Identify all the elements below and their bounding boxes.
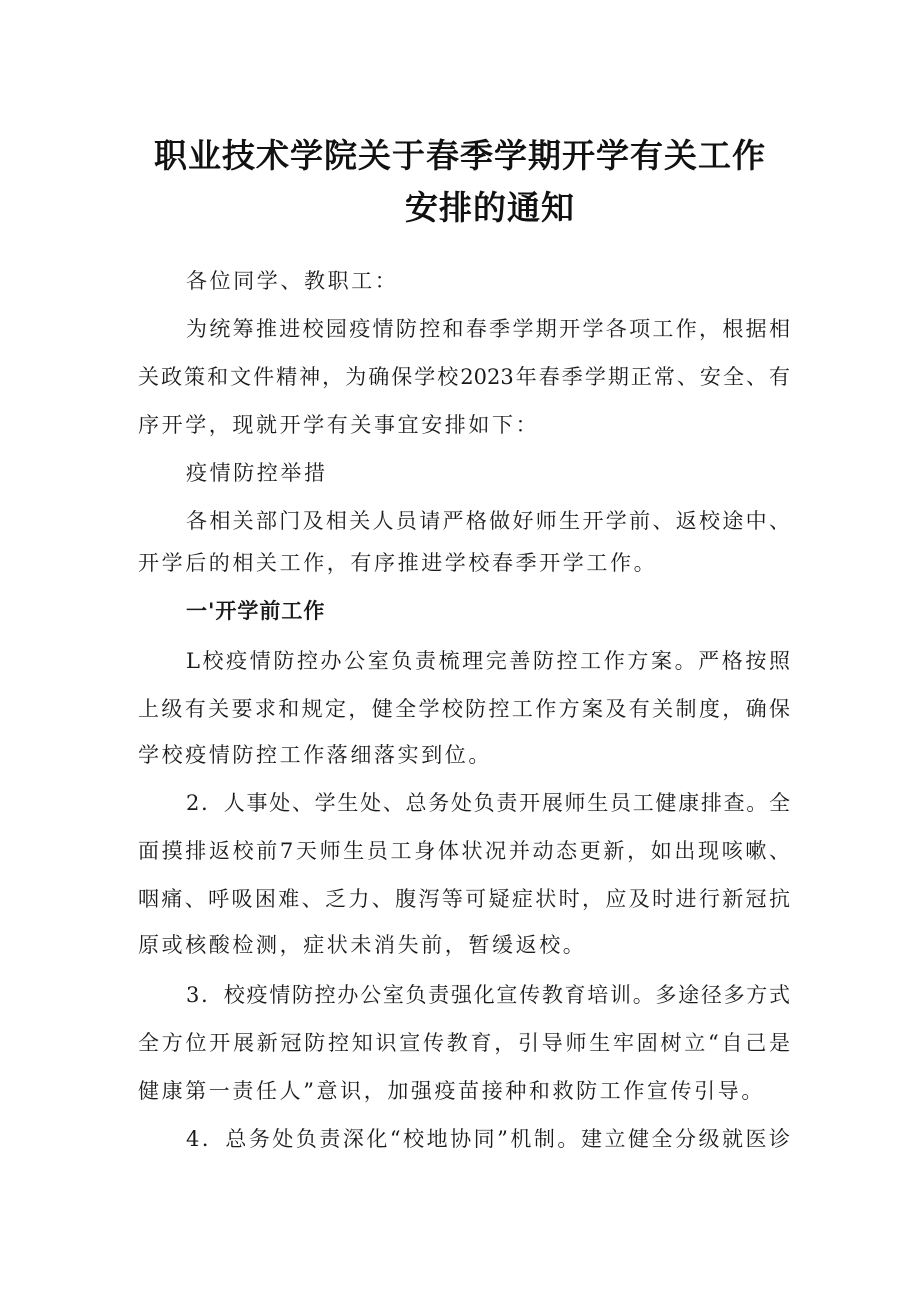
part-heading: 一'开学前工作 (186, 599, 326, 623)
intro-line: 序开学，现就开学有关事宜安排如下： (138, 413, 540, 437)
section-paragraph-line: 各相关部门及相关人员请严格做好师生开学前、返校途中、 (186, 509, 790, 533)
item-4-line: 4．总务处负责深化“校地协同”机制。建立健全分级就医诊 (186, 1127, 790, 1151)
item-2-line: 2．人事处、学生处、总务处负责开展师生员工健康排查。全 (186, 791, 790, 815)
item-1-line: 上级有关要求和规定，健全学校防控工作方案及有关制度，确保 (138, 697, 790, 721)
intro-line: 关政策和文件精神，为确保学校2023年春季学期正常、安全、有 (138, 365, 790, 389)
intro-line: 为统筹推进校园疫情防控和春季学期开学各项工作，根据相 (186, 317, 790, 341)
item-3-line: 健康第一责任人”意识，加强疫苗接种和救防工作宣传引导。 (138, 1079, 765, 1103)
greeting: 各位同学、教职工： (186, 269, 399, 293)
section-paragraph-line: 开学后的相关工作，有序推进学校春季开学工作。 (138, 551, 658, 575)
item-2-line: 面摸排返校前7天师生员工身体状况并动态更新，如出现咳嗽、 (138, 839, 790, 863)
document-title-line-1: 职业技术学院关于春季学期开学有关工作 (154, 136, 766, 175)
item-2-line: 咽痛、呼吸困难、乏力、腹泻等可疑症状时，应及时进行新冠抗 (138, 887, 790, 911)
item-2-line: 原或核酸检测，症状未消失前，暂缓返校。 (138, 933, 587, 957)
item-3-line: 全方位开展新冠防控知识宣传教育，引导师生牢固树立“自己是 (138, 1031, 790, 1055)
item-1-line: 学校疫情防控工作落细落实到位。 (138, 743, 492, 767)
item-3-line: 3．校疫情防控办公室负责强化宣传教育培训。多途径多方式 (186, 983, 790, 1007)
item-1-line: L校疫情防控办公室负责梳理完善防控工作方案。严格按照 (186, 649, 790, 673)
document-title-line-2: 安排的通知 (405, 188, 575, 227)
section-title: 疫情防控举措 (186, 461, 328, 485)
